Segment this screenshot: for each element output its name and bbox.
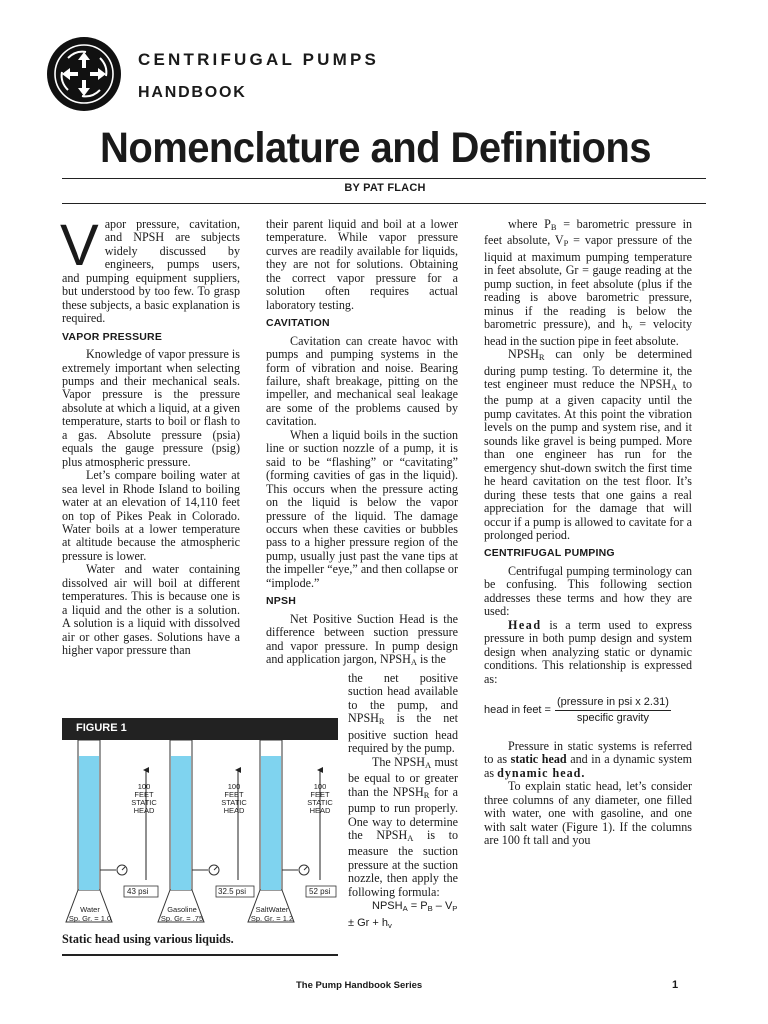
section-heading-centrifugal-pumping: CENTRIFUGAL PUMPING: [484, 547, 615, 560]
gauge-reading: 32.5 psi: [218, 887, 247, 896]
byline: BY PAT FLACH: [344, 182, 426, 194]
specific-gravity: Sp. Gr. = .75: [160, 914, 204, 923]
paragraph: Water and water containing dissolved air will boil at different temperatures. This is because one is a liquid and the other is a solution. A solution is a liquid with dissolved air or other gases. Solutions have a higher vapor pressure than: [62, 562, 240, 658]
series-title: CENTRIFUGAL PUMPS: [138, 50, 380, 69]
svg-text:STATIC: STATIC: [221, 798, 247, 807]
figure-diagram: [62, 740, 338, 936]
figure-caption: Static head using various liquids.: [62, 932, 234, 946]
head-formula: head in feet = $\frac{\text{(pressure in psi x 2.31)}}{\text{specific gravity}}$: [484, 695, 669, 725]
title-rule: [62, 178, 706, 179]
paragraph: their parent liquid and boil at a lower temperature. While vapor pressure curves are readily available for liquids, they are not for solutions. Obtaining the correct vapor pressure for a solution often requires actual laboratory testing.: [266, 217, 458, 312]
figure-header: [62, 718, 338, 740]
section-heading-cavitation: CAVITATION: [266, 317, 330, 330]
paragraph: Head is a term used to express pressure in both pump design and system design when analyzing static or dynamic conditions. This relationship is expressed as:: [484, 617, 692, 686]
figure-bottom-rule: [62, 954, 338, 956]
static-head-label: 100: [137, 782, 151, 791]
column-left: [60, 213, 240, 658]
pump-impeller-logo-icon: [46, 36, 122, 112]
liquid-name: SaltWater: [255, 905, 289, 914]
intro-paragraph: apor pressure, cavitation, and NPSH are subjects widely discussed by engineers, pumps users, and pumping equipment suppliers, but understood by too few. To grasp these subjects, a basic explanation is required.: [62, 217, 240, 326]
column-middle-continued: [348, 672, 458, 933]
formula-denominator: specific gravity: [576, 712, 649, 725]
svg-text:HEAD: HEAD: [223, 806, 245, 815]
specific-gravity: Sp. Gr. = 1.2: [250, 914, 294, 923]
column-right: [484, 218, 692, 847]
static-head-label: 100: [227, 782, 241, 791]
svg-text:FEET: FEET: [310, 790, 330, 799]
paragraph: Pressure in static systems is referred to as static head and in a dynamic system as dynamic head.: [484, 738, 692, 780]
svg-text:FEET: FEET: [224, 790, 244, 799]
svg-text:FEET: FEET: [134, 790, 154, 799]
specific-gravity: Sp. Gr. = 1.0: [68, 914, 112, 923]
paragraph: Let’s compare boiling water at sea level in Rhode Island to boiling water at an elevation of 14,110 feet on top of Pikes Peak in Colorado. Water boils at a lower temperature at altitude because the atmospheric pressure is lower.: [62, 468, 240, 563]
column-middle: [266, 218, 458, 670]
series-subtitle: HANDBOOK: [138, 84, 247, 101]
paragraph: Knowledge of vapor pressure is extremely important when selecting pumps and their mechanical seals. Vapor pressure is the pressure absolute at which a liquid, at a given temperature, starts to boil or flash to a gas. Absolute pressure (psia) equals the gauge pressure (psig) plus atmospheric pressure.: [62, 347, 240, 469]
paragraph: where $P_B$ = barometric pressure in feet absolute, $V_P$ = vapor pressure of the liquid at maximum pumping temperature in feet absolute, Gr = gauge reading at the pump suction, in feet absolute (plus if the reading is above barometric pressure, minus if the reading is below the barometric pressure), and $h_v$ = velocity head in the suction pipe in feet absolute.: [484, 217, 693, 348]
paragraph: To explain static head, let’s consider three columns of any diameter, one filled with water, one with gasoline, and one with salt water (Figure 1). If the columns are 100 ft tall and you: [484, 779, 692, 848]
paragraph: Net Positive Suction Head is the difference between suction pressure and vapor pressure. In pump design and application jargon, $NPSH_A$ is the: [266, 611, 458, 668]
gauge-reading: 43 psi: [127, 887, 149, 896]
formula-numerator: (pressure in psi x 2.31): [555, 696, 671, 711]
static-head-label: 100: [313, 782, 327, 791]
page-number: 1: [672, 979, 679, 991]
term-head: Head: [508, 617, 542, 632]
gauge-reading: 52 psi: [309, 887, 331, 896]
paragraph: The $NPSH_A$ must be equal to or greater than the $NPSH_R$ for a pump to run properly. One way to determine the $NPSH_A$ is to measure the suction pressure at the suction nozzle, then apply the following formula:: [348, 754, 459, 899]
figure-1: [62, 718, 338, 958]
paragraph: When a liquid boils in the suction line or suction nozzle of a pump, it is said to be “flashing” or “cavitating” (forming cavities of gas in the liquid). This occurs when the pressure acting on the liquid is below the vapor pressure of the liquid. The damage occurs when these cavities or bubbles pass to a higher pressure region of the pump, usually just past the vane tips at the impeller “eye,” and then collapse or “implode.”: [266, 427, 458, 590]
svg-text:STATIC: STATIC: [131, 798, 157, 807]
svg-text:HEAD: HEAD: [309, 806, 331, 815]
figure-label: FIGURE 1: [76, 722, 127, 734]
section-heading-vapor-pressure: VAPOR PRESSURE: [62, 330, 163, 343]
svg-text:HEAD: HEAD: [133, 806, 155, 815]
byline-rule: [62, 203, 706, 204]
section-heading-npsh: NPSH: [266, 595, 296, 608]
paragraph: $NPSH_R$ can only be determined during pump testing. To determine it, the test engineer must reduce the $NPSH_A$ to the pump at a given capacity until the pump cavitates. At this point the vibration levels on the pump and system rise, and it sounds like gravel is being pumped. More than one engineer has run for the emergency shut-down switch the first time he heard cavitation on the test floor. It’s during these tests that one gains a real appreciation for the damage that will occur if a pump is allowed to cavitate for a prolonged period.: [484, 347, 692, 542]
svg-text:STATIC: STATIC: [307, 798, 333, 807]
paragraph: the net positive suction head available to the pump, and $NPSH_R$ is the net positive suction head required by the pump.: [348, 671, 458, 756]
npsh-formula: $NPSH_A = P_B - V_P \pm Gr + h_v$: [348, 900, 458, 931]
footer-series: The Pump Handbook Series: [296, 980, 423, 991]
article-title: Nomenclature and Definitions: [100, 124, 651, 172]
paragraph: Cavitation can create havoc with pumps and pumping systems in the form of vibration and noise. Bearing failure, shaft breakage, pitting on the impeller, and mechanical seal leakage are some of the problems caused by cavitation.: [266, 333, 458, 429]
page-footer: [0, 980, 768, 994]
liquid-name: Water: [80, 905, 100, 914]
paragraph: Centrifugal pumping terminology can be confusing. This following section addresses these terms and how they are used:: [484, 563, 692, 619]
drop-cap: V: [60, 213, 99, 278]
liquid-name: Gasoline: [167, 905, 197, 914]
